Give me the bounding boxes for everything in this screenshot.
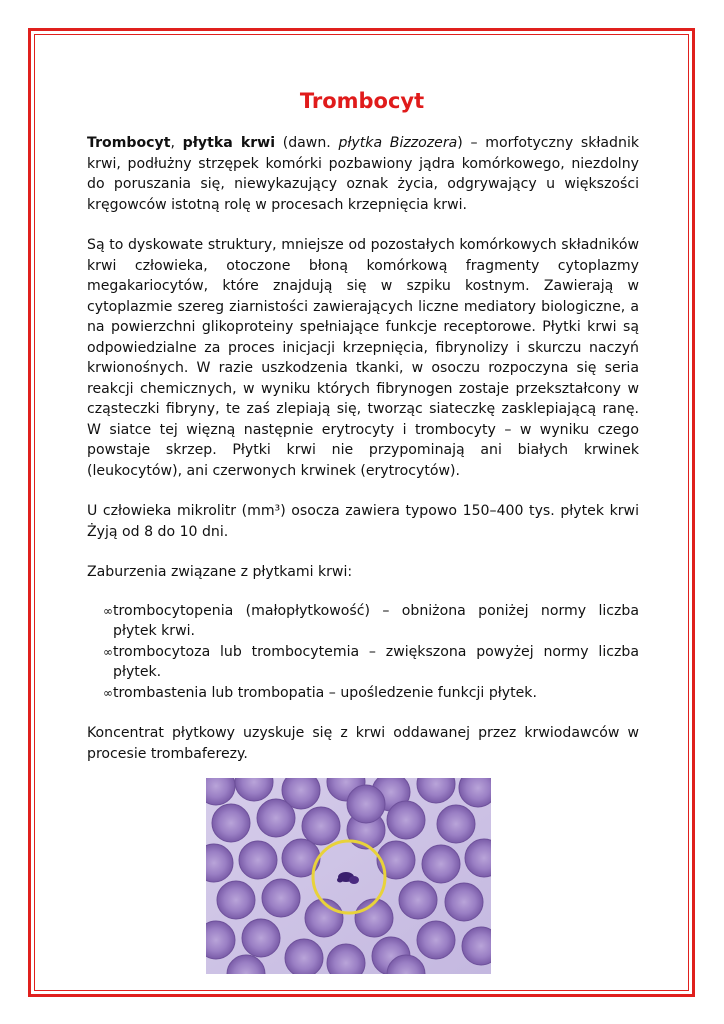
red-blood-cell: [422, 845, 460, 883]
list-item: [87, 642, 639, 683]
definition-text: ) – morfotyczny składnik krwi, podłużny strzępek komórki pozbawiony jądra komórkowego, niezdolny do poruszania się, niewykazujący oznak życia, odgrywający u większości kręgowców istotną rolę w procesach krzepnięcia krwi.: [87, 135, 640, 213]
paragraph-structure: Są to dyskowate struktury, mniejsze od pozostałych komórkowych składników krwi człowieka, otoczone błoną komórkową fragmenty cytoplazmy megakariocytów, które znajdują się w szpiku kostnym. Zawierają w cytoplazmie szereg ziarnistości zawierających liczne mediatory biologiczne, a na powierzchni glikoproteiny spełniające funkcje receptorowe. Płytki krwi są odpowiedzialne za proces inicjacji krzepnięcia, fibrynolizy i skurczu naczyń krwionośnych. W razie uszkodzenia tkanki, w osoczu rozpoczyna się seria reakcji chemicznych, w wyniku których fibrynogen zostaje przekształcony w cząsteczki fibryny, te zaś zlepiają się, tworząc siateczkę zasklepiającą ranę. W siatce tej więzną następnie erytrocyty i trombocyty – w wyniku czego powstaje skrzep. Płytki krwi nie przypominają ani białych krwinek (leukocytów), ani czerwonych krwinek (erytrocytów).: [87, 237, 639, 479]
red-blood-cell: [437, 805, 475, 843]
paragraph-concentrate: Koncentrat płytkowy uzyskuje się z krwi oddawanej przez krwiodawców w procesie trombaferezy.: [87, 725, 639, 762]
term-plytka-krwi: płytka krwi: [182, 135, 276, 151]
paragraph-disorders-heading: Zaburzenia związane z płytkami krwi:: [87, 564, 353, 580]
term-trombocyt: Trombocyt: [87, 135, 171, 151]
red-blood-cell: [387, 801, 425, 839]
blood-smear-photo: [206, 778, 491, 974]
disorders-list: [87, 601, 639, 704]
disorder-text: trombastenia lub trombopatia – upośledzenie funkcji płytek.: [113, 684, 537, 701]
list-item: [87, 683, 639, 704]
red-blood-cell: [302, 807, 340, 845]
paren-open: (dawn.: [275, 135, 339, 151]
infinity-bullet-icon: ∞: [103, 685, 113, 700]
paragraph-count: U człowieka mikrolitr (mm³) osocza zawiera typowo 150–400 tys. płytek krwi Żyją od 8 do 10 dni.: [87, 503, 639, 540]
term-separator: ,: [170, 135, 183, 151]
red-blood-cell: [377, 841, 415, 879]
term-bizzozera: płytka Bizzozera: [338, 135, 458, 151]
page-title: Trombocyt: [299, 89, 425, 113]
red-blood-cell: [285, 939, 323, 974]
red-blood-cell: [399, 881, 437, 919]
red-blood-cell: [257, 799, 295, 837]
paragraph-definition: [87, 133, 639, 215]
disorder-text: trombocytopenia (małopłytkowość) – obniżona poniżej normy liczba płytek krwi.: [113, 602, 639, 639]
infinity-bullet-icon: ∞: [103, 644, 113, 659]
red-blood-cell: [217, 881, 255, 919]
red-blood-cell: [347, 785, 385, 823]
red-blood-cell: [417, 921, 455, 959]
infinity-bullet-icon: ∞: [103, 603, 113, 618]
red-blood-cell: [262, 879, 300, 917]
blood-smear-illustration: [206, 778, 491, 974]
red-blood-cell: [212, 804, 250, 842]
red-blood-cell: [445, 883, 483, 921]
disorder-text: trombocytoza lub trombocytemia – zwiększona powyżej normy liczba płytek.: [113, 643, 639, 680]
list-item: [87, 601, 639, 642]
red-blood-cell: [242, 919, 280, 957]
article-body: [87, 133, 639, 764]
red-blood-cell: [239, 841, 277, 879]
